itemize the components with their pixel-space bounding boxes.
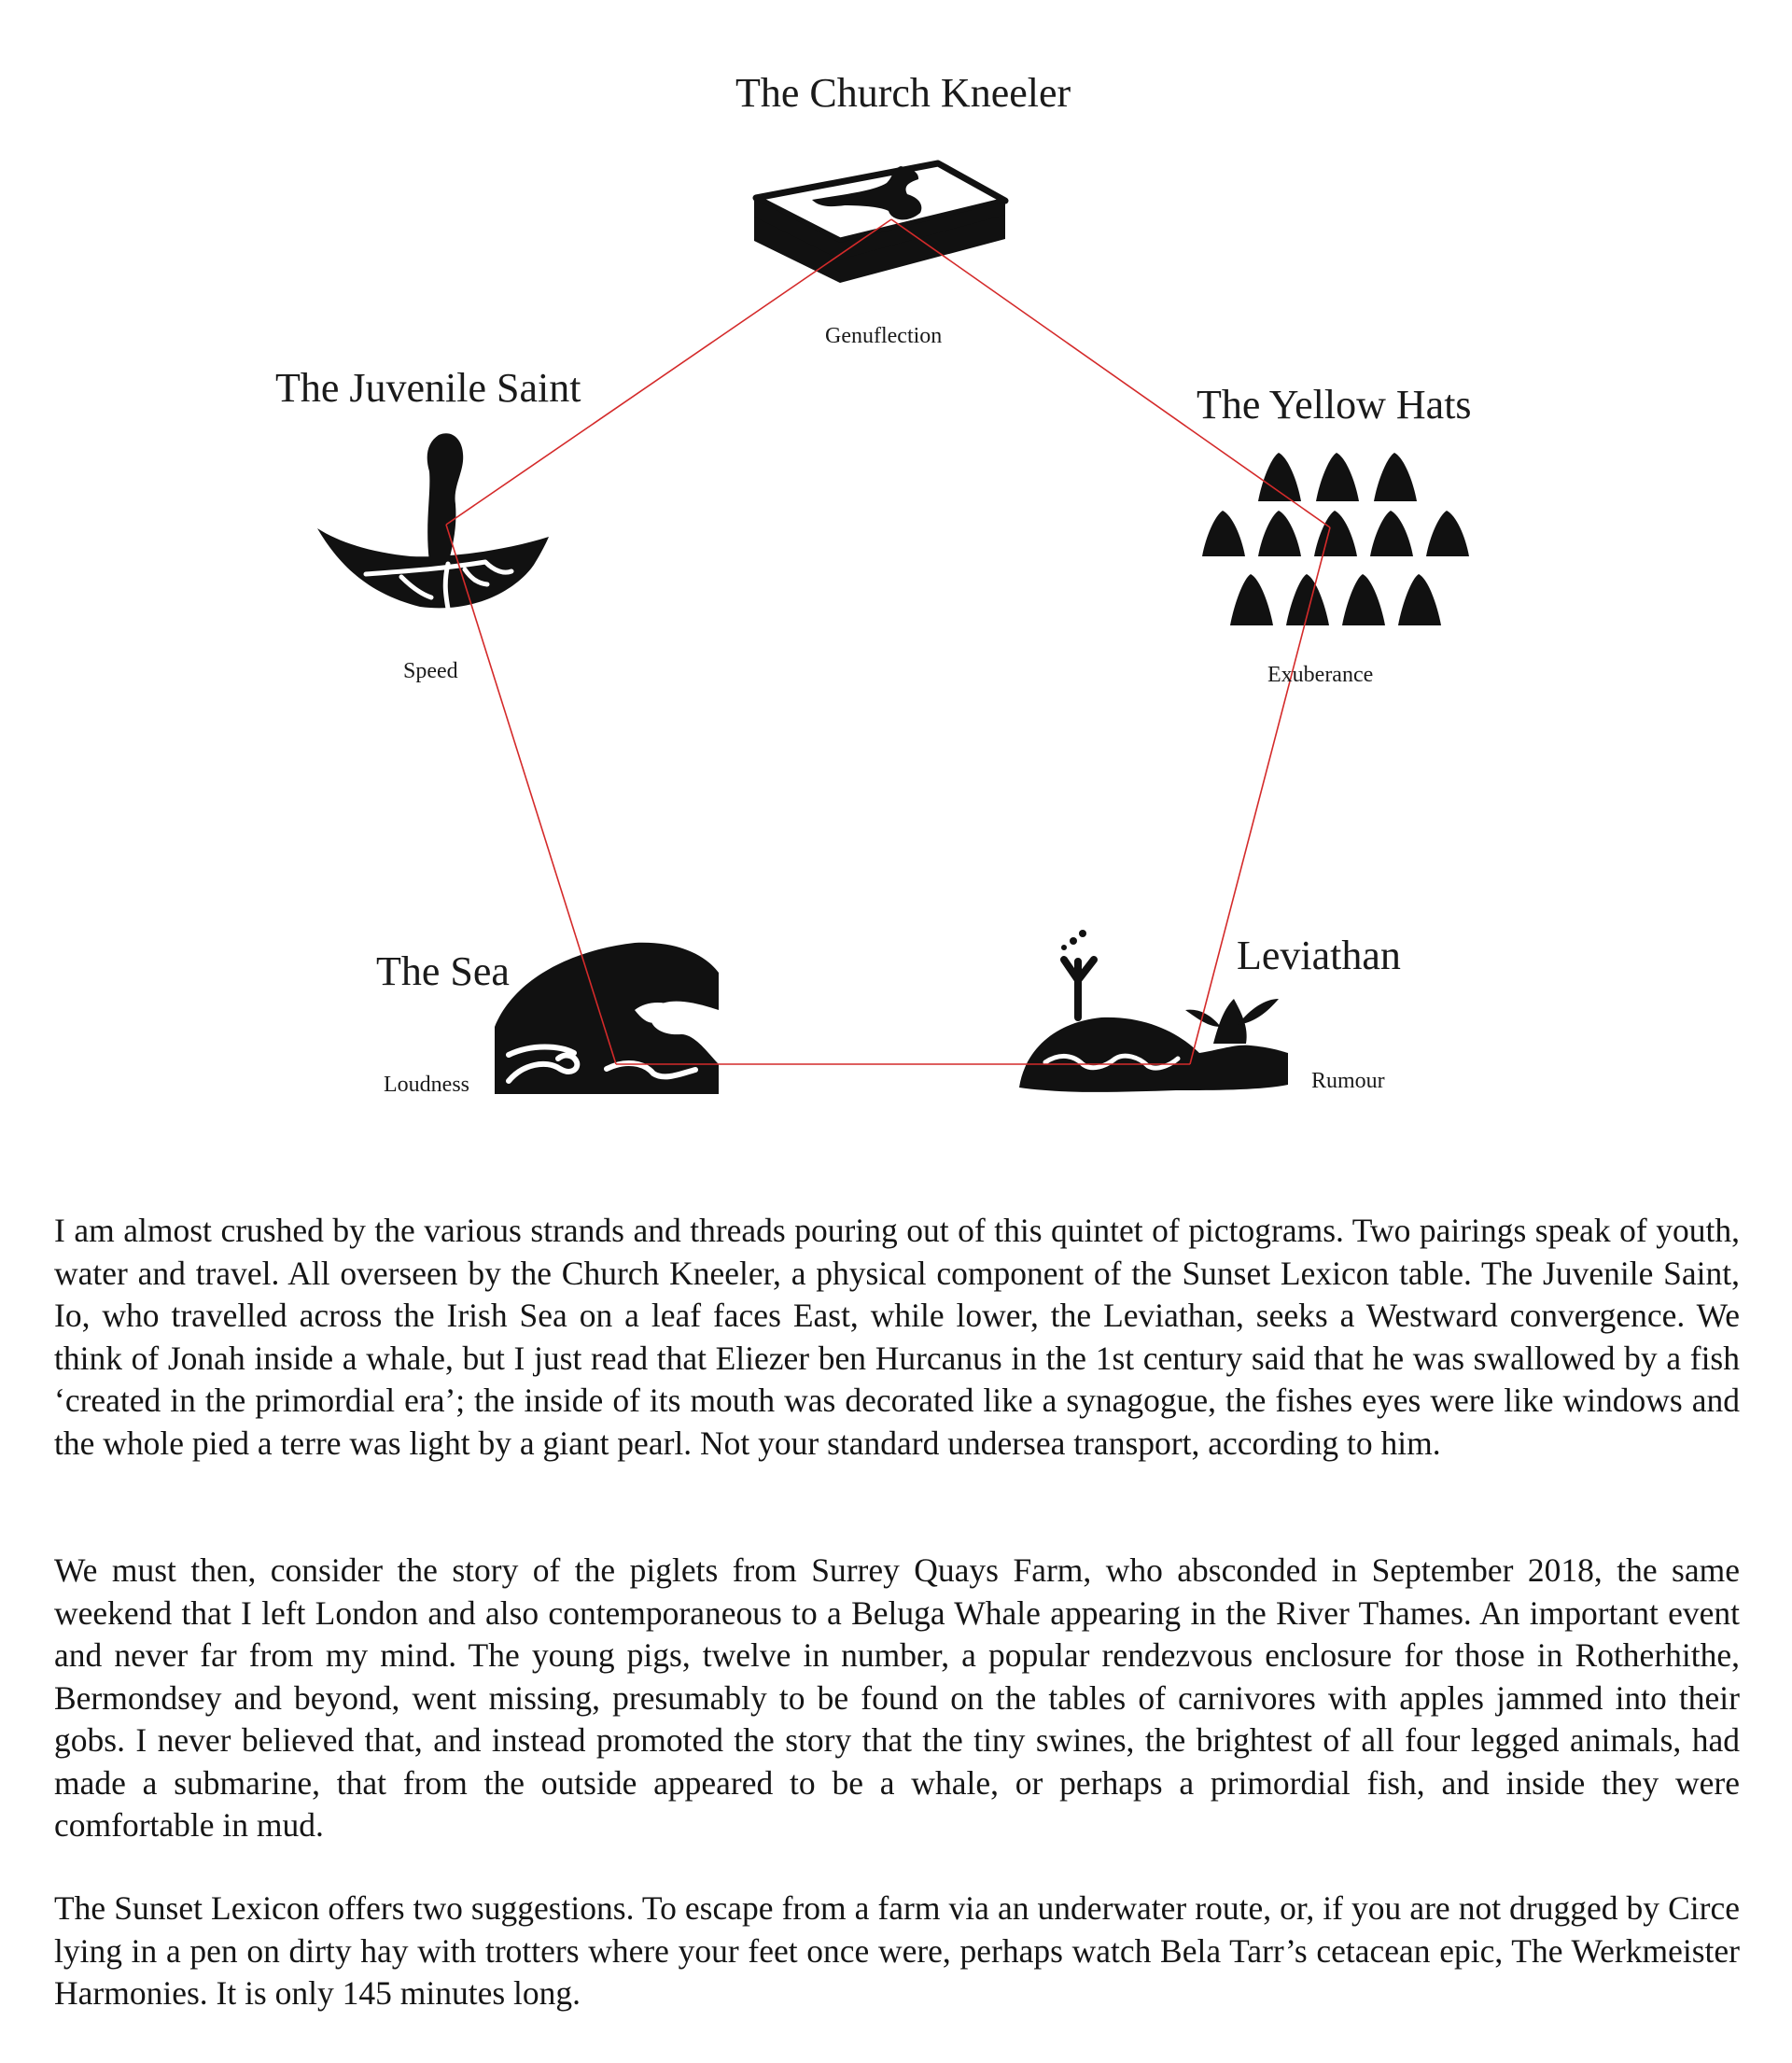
node-quality-speed: Speed [403, 659, 458, 683]
paragraph-3: The Sunset Lexicon offers two suggestions. To escape from a farm via an underwater route, or, if you are not drugged by Circe lying in a pen on dirty hay with trotters where your feet once were, perhaps watch Bela Tarr’s cetacean epic, The Werkmeister Harmonies. It is only 145 minutes long. [54, 1889, 1740, 2012]
sea-wave-icon [495, 943, 719, 1094]
node-quality-exuberance: Exuberance [1267, 663, 1374, 687]
node-title-leviathan: Leviathan [1237, 933, 1401, 978]
node-quality-rumour: Rumour [1311, 1069, 1385, 1093]
yellow-hats-icon [1202, 453, 1469, 625]
node-title-juvenile-saint: The Juvenile Saint [275, 365, 581, 411]
juvenile-saint-leaf-icon [317, 433, 549, 609]
node-quality-loudness: Loudness [384, 1073, 469, 1097]
paragraph-1: I am almost crushed by the various strands and threads pouring out of this quintet of pictograms. Two pairings speak of youth, water and travel. All overseen by the Church Kneeler, a physical component of the Sunset Lexicon table. The Juvenile Saint, Io, who travelled across the Irish Sea on a leaf faces East, while lower, the Leviathan, seeks a Westward convergence. We think of Jonah inside a whale, but I just read that Eliezer ben Hurcanus in the 1st century said that he was swallowed by a fish ‘created in the primordial era’; the inside of its mouth was decorated like a synagogue, the fishes eyes were like windows and the whole pied a terre was light by a giant pearl. Not your standard undersea transport, according to him. [54, 1212, 1740, 1462]
node-title-church-kneeler: The Church Kneeler [735, 70, 1071, 116]
node-title-the-sea: The Sea [376, 948, 510, 994]
node-quality-genuflection: Genuflection [825, 324, 943, 348]
connector-kneeler-hats [891, 219, 1330, 527]
paragraph-2: We must then, consider the story of the piglets from Surrey Quays Farm, who absconded in September 2018, the same weekend that I left London and also contemporaneous to a Beluga Whale appearing in the River Thames. An important event and never far from my mind. The young pigs, twelve in number, a popular rendezvous enclosure for those in Rotherhithe, Bermondsey and beyond, went missing, presumably to be found on the tables of carnivores with apples jammed into their gobs. I never believed that, and instead promoted the story that the tiny swines, the brightest of all four legged animals, had made a submarine, that from the outside appeared to be a whale, or perhaps a primordial fish, and inside they were comfortable in mud. [54, 1551, 1740, 1844]
church-kneeler-icon [754, 163, 1005, 283]
node-title-yellow-hats: The Yellow Hats [1197, 382, 1472, 428]
